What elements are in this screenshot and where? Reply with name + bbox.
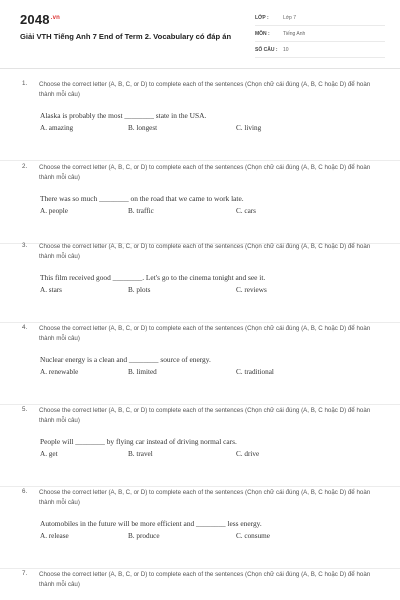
answer-options (40, 286, 350, 294)
option-a[interactable]: A. renewable (40, 368, 79, 376)
question-header (22, 406, 382, 425)
question-body (40, 519, 350, 540)
meta-label: MÔN : (255, 30, 270, 37)
question-body (40, 111, 350, 132)
question-number: 2. (22, 163, 28, 170)
question-item (0, 163, 400, 244)
page-header (0, 0, 400, 69)
question-instruction: Choose the correct letter (A, B, C, or D) to complete each of the sentences (Chọn chữ cái đúng (A, B, C hoặc D) để hoàn thành mỗi câu) (39, 571, 371, 588)
question-instruction: Choose the correct letter (A, B, C, or D) to complete each of the sentences (Chọn chữ cái đúng (A, B, C hoặc D) để hoàn thành mỗi câu) (39, 407, 371, 424)
question-item (0, 488, 400, 569)
meta-value: 10 (283, 46, 289, 53)
question-sentence: Alaska is probably the most ________ state in the USA. (40, 111, 207, 120)
site-logo[interactable] (20, 12, 60, 27)
question-item (0, 570, 400, 600)
meta-row-count (255, 42, 385, 58)
question-instruction: Choose the correct letter (A, B, C, or D) to complete each of the sentences (Chọn chữ cái đúng (A, B, C hoặc D) để hoàn thành mỗi câu) (39, 164, 371, 181)
option-b[interactable]: B. traffic (128, 207, 154, 215)
question-sentence: There was so much ________ on the road that we came to work late. (40, 194, 244, 203)
option-b[interactable]: B. plots (128, 286, 151, 294)
logo-suffix: .vn (50, 14, 61, 21)
meta-value: Tiếng Anh (283, 30, 306, 37)
meta-label: SỐ CÂU : (255, 46, 278, 53)
page-title: Giải VTH Tiếng Anh 7 End of Term 2. Vocabulary có đáp án (20, 32, 232, 41)
question-header (22, 488, 382, 507)
question-header (22, 570, 382, 589)
question-instruction: Choose the correct letter (A, B, C, or D) to complete each of the sentences (Chọn chữ cái đúng (A, B, C hoặc D) để hoàn thành mỗi câu) (39, 81, 371, 98)
question-number: 3. (22, 242, 28, 249)
answer-options (40, 207, 350, 215)
option-b[interactable]: B. travel (128, 450, 153, 458)
question-header (22, 324, 382, 343)
question-body (40, 194, 350, 215)
question-body (40, 273, 350, 294)
option-a[interactable]: A. stars (40, 286, 62, 294)
question-item (0, 324, 400, 405)
question-body (40, 437, 350, 458)
meta-label: LỚP : (255, 14, 269, 21)
option-c[interactable]: C. traditional (236, 368, 274, 376)
option-c[interactable]: C. cars (236, 207, 256, 215)
option-b[interactable]: B. longest (128, 124, 158, 132)
question-instruction: Choose the correct letter (A, B, C, or D) to complete each of the sentences (Chọn chữ cái đúng (A, B, C hoặc D) để hoàn thành mỗi câu) (39, 243, 371, 260)
meta-row-grade (255, 10, 385, 26)
question-item (0, 80, 400, 161)
question-sentence: Automobiles in the future will be more efficient and ________ less energy. (40, 519, 262, 528)
answer-options (40, 532, 350, 540)
question-item (0, 406, 400, 487)
question-number: 1. (22, 80, 28, 87)
question-sentence: This film received good ________. Let's go to the cinema tonight and see it. (40, 273, 266, 282)
question-number: 7. (22, 570, 28, 577)
option-c[interactable]: C. living (236, 124, 262, 132)
option-b[interactable]: B. produce (128, 532, 160, 540)
option-a[interactable]: A. people (40, 207, 68, 215)
question-instruction: Choose the correct letter (A, B, C, or D) to complete each of the sentences (Chọn chữ cái đúng (A, B, C hoặc D) để hoàn thành mỗi câu) (39, 325, 371, 342)
option-a[interactable]: A. release (40, 532, 69, 540)
question-instruction: Choose the correct letter (A, B, C, or D) to complete each of the sentences (Chọn chữ cái đúng (A, B, C hoặc D) để hoàn thành mỗi câu) (39, 489, 371, 506)
answer-options (40, 124, 350, 132)
meta-info (255, 10, 385, 58)
answer-options (40, 450, 350, 458)
answer-options (40, 368, 350, 376)
question-number: 6. (22, 488, 28, 495)
option-b[interactable]: B. limited (128, 368, 157, 376)
question-header (22, 242, 382, 261)
question-item (0, 242, 400, 323)
option-c[interactable]: C. consume (236, 532, 270, 540)
question-body (40, 355, 350, 376)
question-header (22, 163, 382, 182)
question-header (22, 80, 382, 99)
question-sentence: Nuclear energy is a clean and ________ source of energy. (40, 355, 211, 364)
option-c[interactable]: C. reviews (236, 286, 267, 294)
option-a[interactable]: A. get (40, 450, 58, 458)
question-number: 5. (22, 406, 28, 413)
question-number: 4. (22, 324, 28, 331)
logo-text: 2048 (20, 12, 50, 27)
option-c[interactable]: C. drive (236, 450, 260, 458)
meta-value: Lớp 7 (283, 14, 297, 21)
question-sentence: People will ________ by flying car instead of driving normal cars. (40, 437, 237, 446)
meta-row-subject (255, 26, 385, 42)
option-a[interactable]: A. amazing (40, 124, 74, 132)
